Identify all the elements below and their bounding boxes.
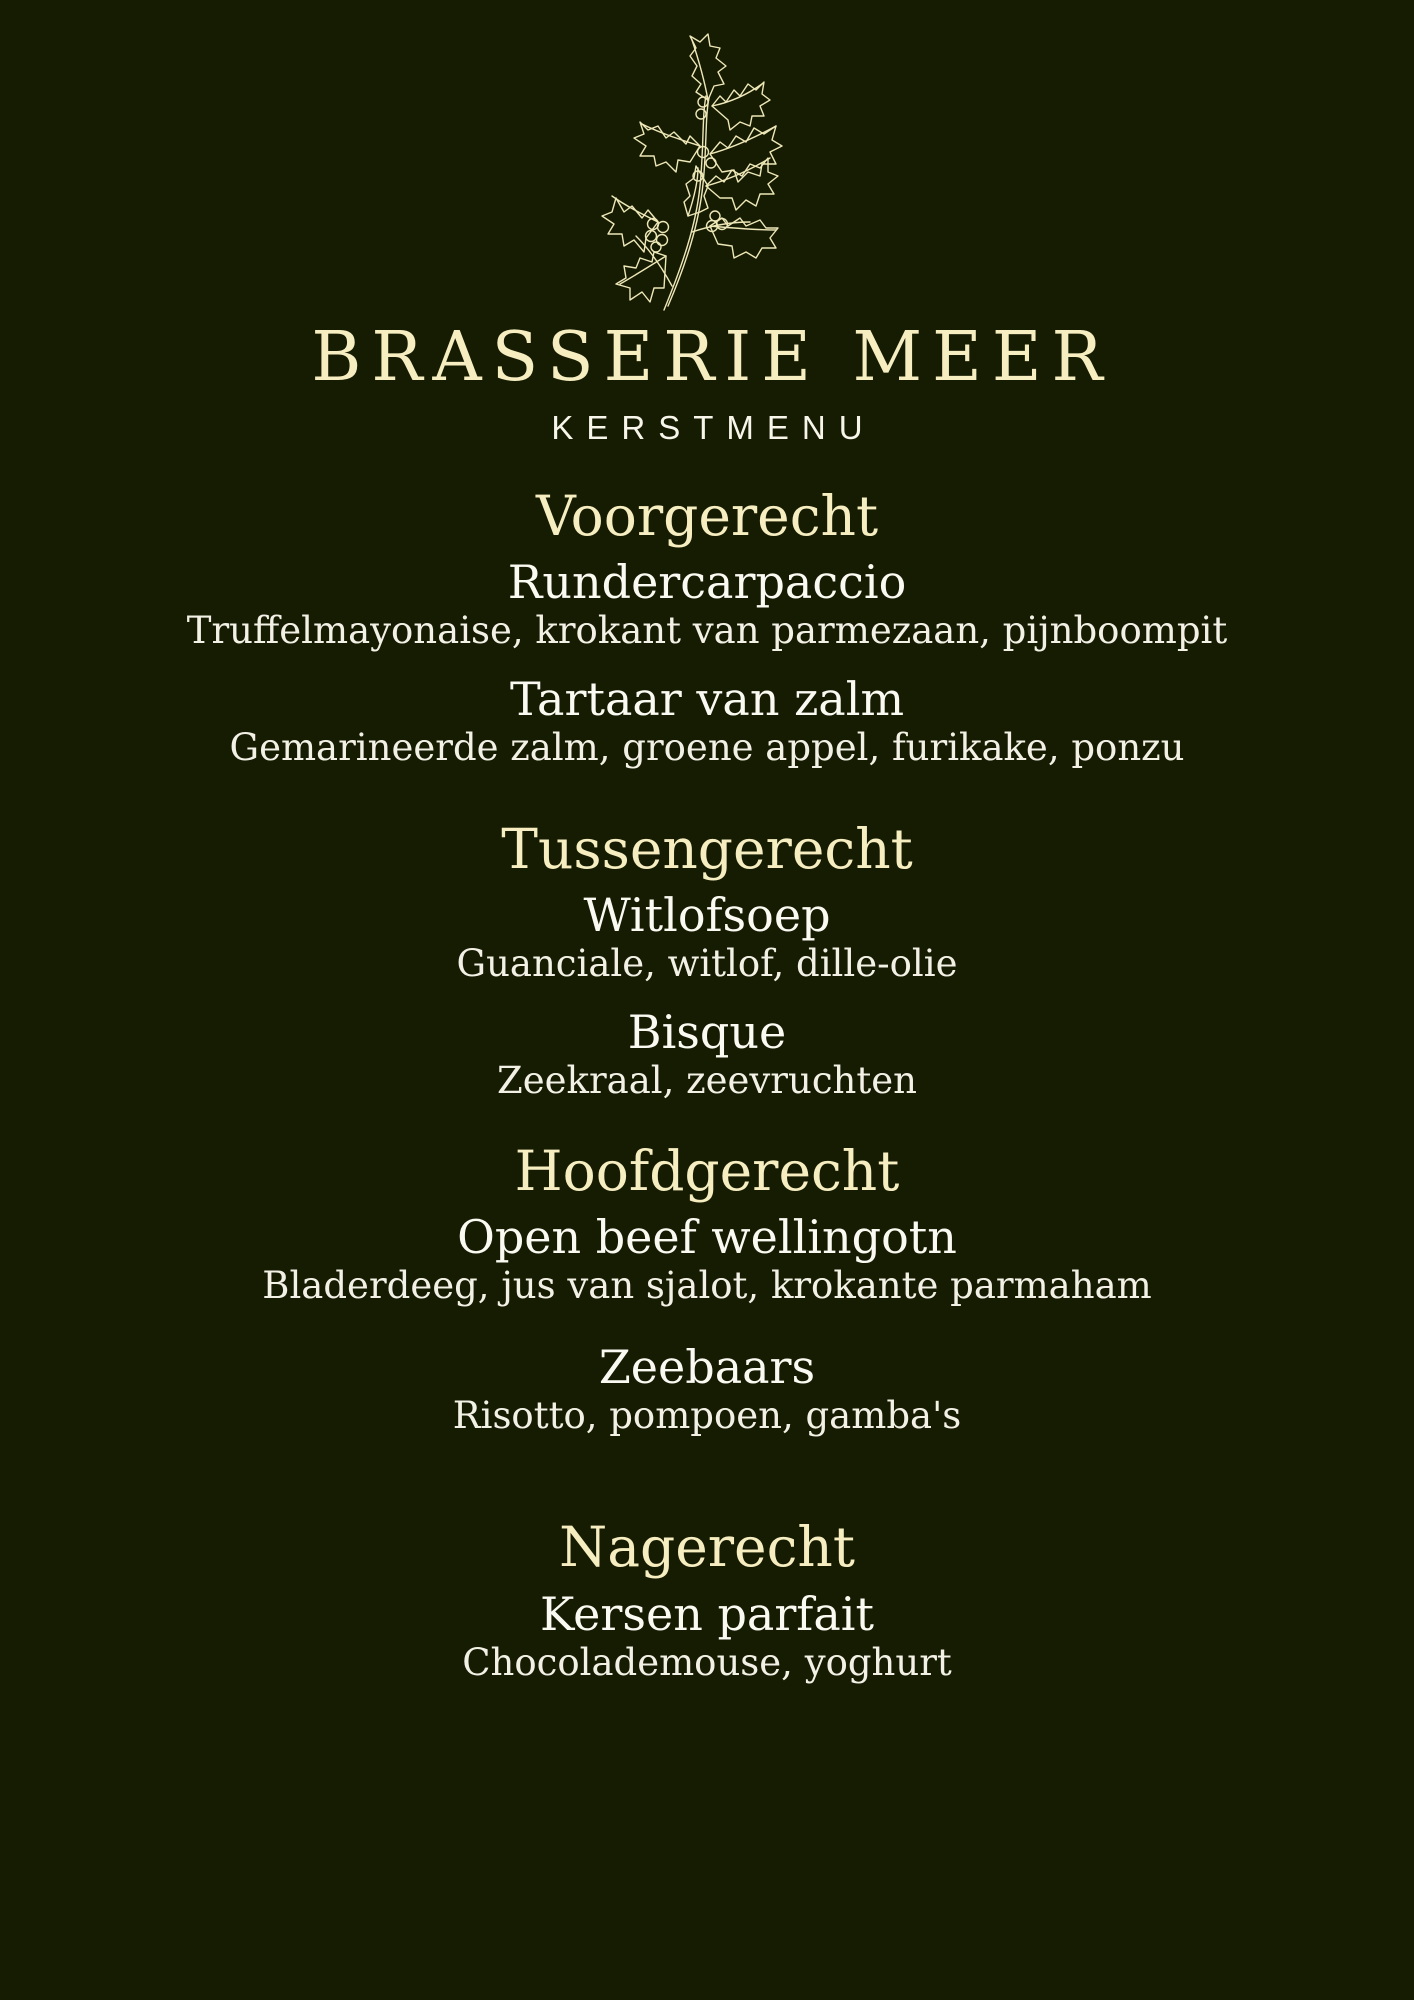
- course-heading-nagerecht: Nagerecht: [559, 1515, 855, 1579]
- dish-name: Zeebaars: [598, 1340, 816, 1394]
- dish-description: Zeekraal, zeevruchten: [497, 1059, 917, 1102]
- dish-name: Bisque: [627, 1005, 787, 1059]
- dish-description: Guanciale, witlof, dille-olie: [456, 942, 958, 985]
- dish-name: Rundercarpaccio: [507, 555, 907, 609]
- dish-name: Witlofsoep: [583, 888, 831, 942]
- dish-name: Open beef wellingotn: [457, 1210, 957, 1264]
- dish-description: Gemarineerde zalm, groene appel, furikake, ponzu: [229, 726, 1185, 769]
- course-heading-tussengerecht: Tussengerecht: [501, 817, 913, 881]
- menu-subtitle: KERSTMENU: [551, 409, 876, 446]
- holly-branch-icon: [600, 26, 804, 314]
- dish-description: Chocolademouse, yoghurt: [462, 1641, 952, 1684]
- dish-name: Tartaar van zalm: [509, 672, 905, 726]
- restaurant-name: BRASSERIE MEER: [311, 318, 1113, 397]
- dish-description: Truffelmayonaise, krokant van parmezaan, pijnboompit: [186, 609, 1228, 652]
- dish-name: Kersen parfait: [540, 1587, 874, 1641]
- dish-description: Risotto, pompoen, gamba's: [452, 1394, 962, 1437]
- course-heading-hoofdgerecht: Hoofdgerecht: [514, 1139, 900, 1203]
- course-heading-voorgerecht: Voorgerecht: [535, 484, 879, 548]
- dish-description: Bladerdeeg, jus van sjalot, krokante parmaham: [262, 1264, 1152, 1307]
